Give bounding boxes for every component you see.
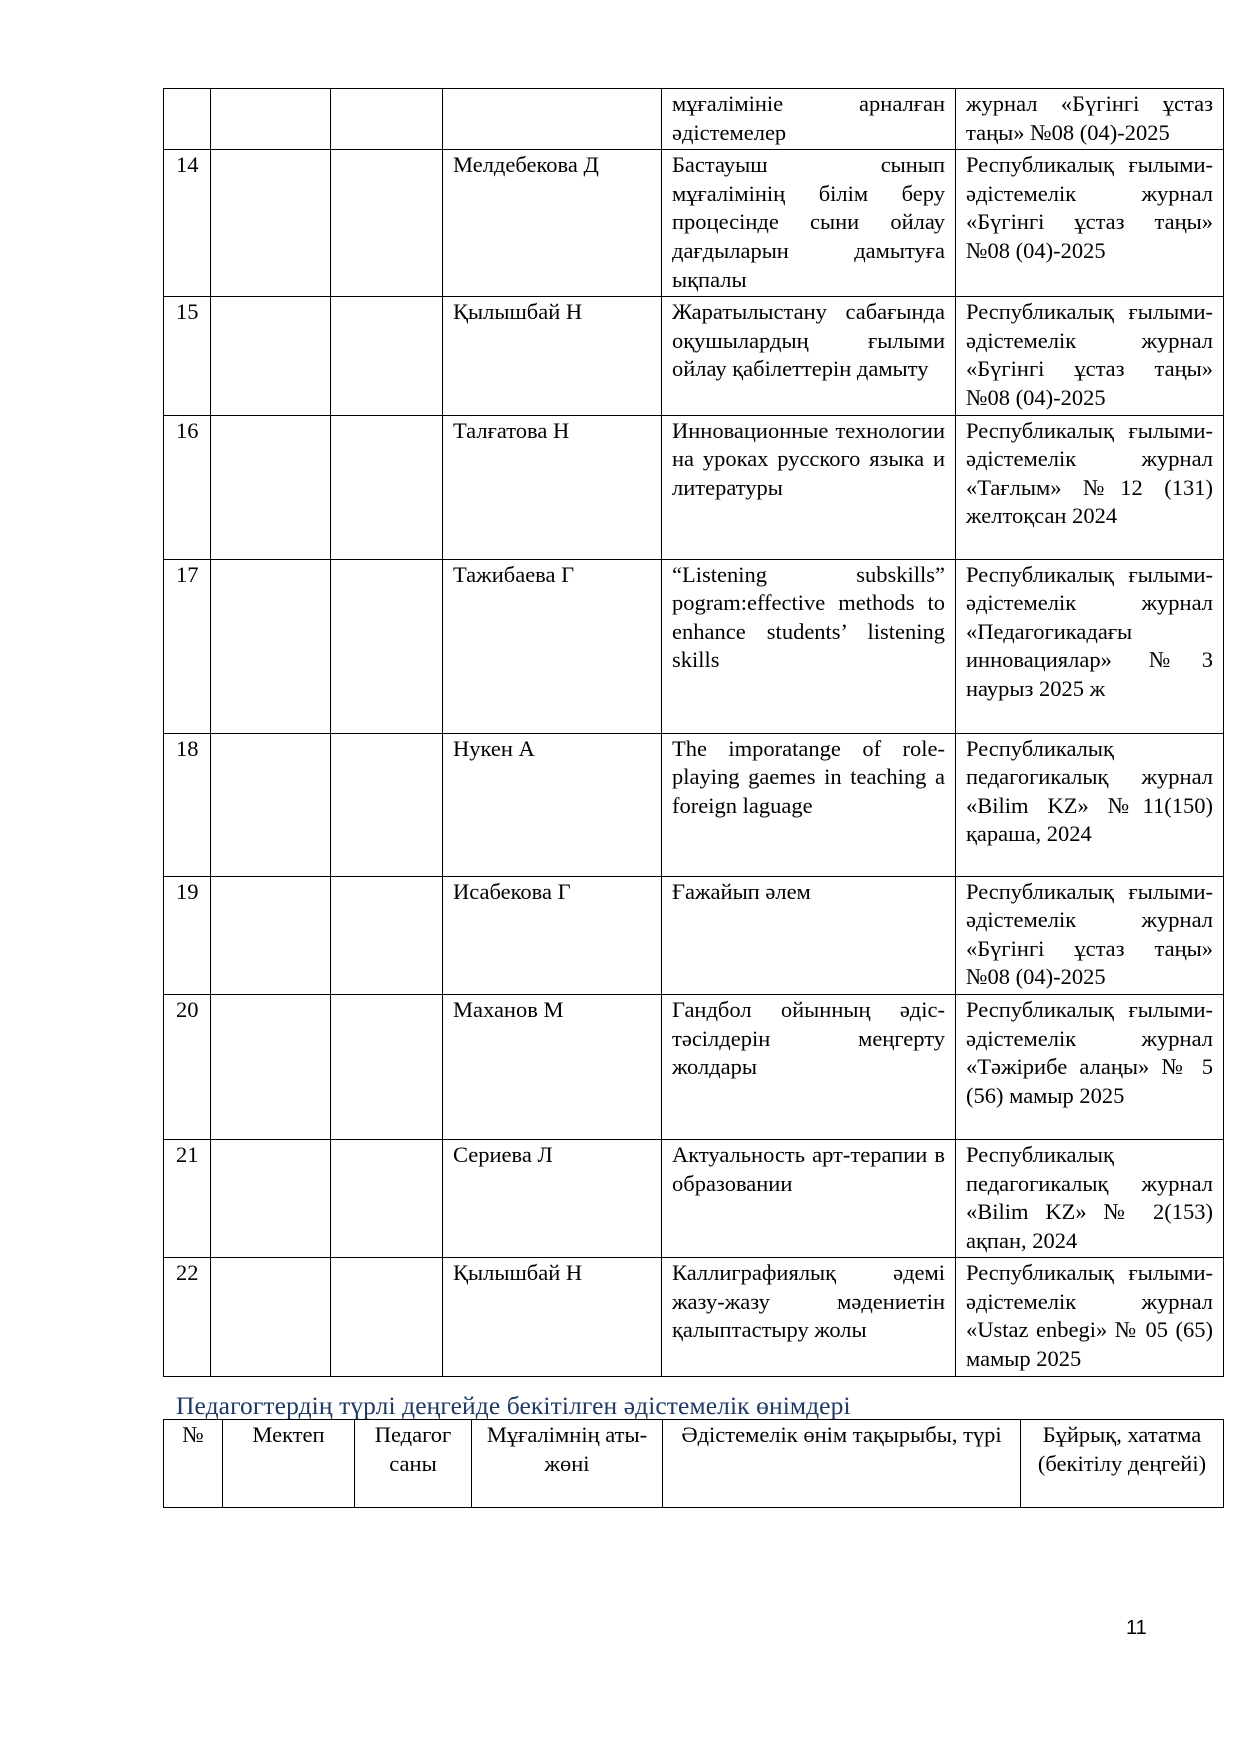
methodical-products-table <box>163 1419 1224 1508</box>
table-row <box>164 89 1224 150</box>
title-cell: мұғалімініе арналған әдістемелер <box>662 89 956 150</box>
title-cell: Каллиграфиялық әдемі жазу-жазу мәдениетін қалыптастыру жолы <box>662 1258 956 1376</box>
school-cell <box>211 559 331 733</box>
row-number: 14 <box>164 150 211 297</box>
teacher-count-cell <box>331 89 443 150</box>
table-row <box>164 733 1224 876</box>
school-cell <box>211 415 331 559</box>
table-row <box>164 297 1224 415</box>
school-cell <box>211 297 331 415</box>
title-cell: Гандбол ойынның әдіс-тәсілдерін меңгерту жолдары <box>662 994 956 1139</box>
journal-cell: Республикалық ғылыми- әдістемелік журнал «Ustaz enbegi» № 05 (65) мамыр 2025 <box>956 1258 1224 1376</box>
teacher-count-cell <box>331 733 443 876</box>
author-cell: Қылышбай Н <box>443 1258 662 1376</box>
title-cell: Актуальность арт-терапии в образовании <box>662 1139 956 1257</box>
journal-cell: Республикалық ғылыми-әдістемелік журнал «Педагогикадағы инновациялар» №3 наурыз 2025 ж <box>956 559 1224 733</box>
school-cell <box>211 89 331 150</box>
title-cell: The imporatange of role-playing gaemes in teaching a foreign laguage <box>662 733 956 876</box>
school-cell <box>211 994 331 1139</box>
table-header-row <box>164 1420 1224 1508</box>
teacher-count-cell <box>331 876 443 994</box>
teacher-count-cell <box>331 297 443 415</box>
table-row <box>164 1139 1224 1257</box>
table-row <box>164 559 1224 733</box>
row-number: 17 <box>164 559 211 733</box>
journal-cell: Республикалық ғылыми- әдістемелік журнал «Бүгінгі ұстаз таңы» №08 (04)-2025 <box>956 150 1224 297</box>
teacher-count-cell <box>331 150 443 297</box>
column-header-order: Бұйрық, хататма (бекітілу деңгейі) <box>1021 1420 1224 1508</box>
column-header-number: № <box>164 1420 223 1508</box>
title-cell: Жаратылыстану сабағында оқушылардың ғылыми ойлау қабілеттерін дамыту <box>662 297 956 415</box>
journal-cell: Республикалық ғылыми- әдістемелік журнал «Бүгінгі ұстаз таңы» №08 (04)-2025 <box>956 876 1224 994</box>
row-number: 15 <box>164 297 211 415</box>
author-cell: Тажибаева Г <box>443 559 662 733</box>
school-cell <box>211 733 331 876</box>
row-number: 22 <box>164 1258 211 1376</box>
title-cell: Ғажайып әлем <box>662 876 956 994</box>
journal-cell: Республикалық ғылыми-әдістемелік журнал «Тағлым» №12 (131) желтоқсан 2024 <box>956 415 1224 559</box>
row-number: 18 <box>164 733 211 876</box>
row-number: 20 <box>164 994 211 1139</box>
page-number: 11 <box>1126 1617 1147 1639</box>
row-number: 19 <box>164 876 211 994</box>
journal-cell: журнал «Бүгінгі ұстаз таңы» №08 (04)-2025 <box>956 89 1224 150</box>
author-cell <box>443 89 662 150</box>
teacher-count-cell <box>331 1258 443 1376</box>
journal-cell: Республикалық педагогикалық журнал «Bilim KZ» № 2(153) ақпан, 2024 <box>956 1139 1224 1257</box>
author-cell: Талғатова Н <box>443 415 662 559</box>
table-row <box>164 994 1224 1139</box>
author-cell: Қылышбай Н <box>443 297 662 415</box>
title-cell: “Listening subskills” pogram:effective methods to enhance students’ listening skills <box>662 559 956 733</box>
school-cell <box>211 1139 331 1257</box>
row-number: 16 <box>164 415 211 559</box>
row-number: 21 <box>164 1139 211 1257</box>
author-cell: Исабекова Г <box>443 876 662 994</box>
teacher-count-cell <box>331 1139 443 1257</box>
author-cell: Мелдебекова Д <box>443 150 662 297</box>
title-cell: Бастауыш сынып мұғалімінің білім беру процесінде сыни ойлау дағдыларын дамытуға ықпалы <box>662 150 956 297</box>
title-cell: Инновационные технологии на уроках русского языка и литературы <box>662 415 956 559</box>
teacher-count-cell <box>331 559 443 733</box>
teacher-count-cell <box>331 994 443 1139</box>
school-cell <box>211 150 331 297</box>
column-header-product-topic: Әдістемелік өнім тақырыбы, түрі <box>663 1420 1021 1508</box>
column-header-teacher-count: Педагог саны <box>355 1420 472 1508</box>
school-cell <box>211 1258 331 1376</box>
table-row <box>164 150 1224 297</box>
column-header-teacher-name: Мұғалімнің аты-жөні <box>472 1420 663 1508</box>
author-cell: Сериева Л <box>443 1139 662 1257</box>
journal-cell: Республикалық ғылыми- әдістемелік журнал «Тәжірибе алаңы» № 5 (56) мамыр 2025 <box>956 994 1224 1139</box>
journal-cell: Республикалық педагогикалық журнал «Bilim KZ» №11(150) қараша, 2024 <box>956 733 1224 876</box>
teacher-count-cell <box>331 415 443 559</box>
table-row <box>164 876 1224 994</box>
column-header-school: Мектеп <box>223 1420 355 1508</box>
table-row <box>164 415 1224 559</box>
row-number <box>164 89 211 150</box>
journal-cell: Республикалық ғылыми- әдістемелік журнал «Бүгінгі ұстаз таңы» №08 (04)-2025 <box>956 297 1224 415</box>
author-cell: Нукен А <box>443 733 662 876</box>
school-cell <box>211 876 331 994</box>
author-cell: Маханов М <box>443 994 662 1139</box>
table-row <box>164 1258 1224 1376</box>
publications-table <box>163 88 1224 1377</box>
section-title: Педагогтердің түрлі деңгейде бекітілген әдістемелік өнімдері <box>176 1391 851 1420</box>
